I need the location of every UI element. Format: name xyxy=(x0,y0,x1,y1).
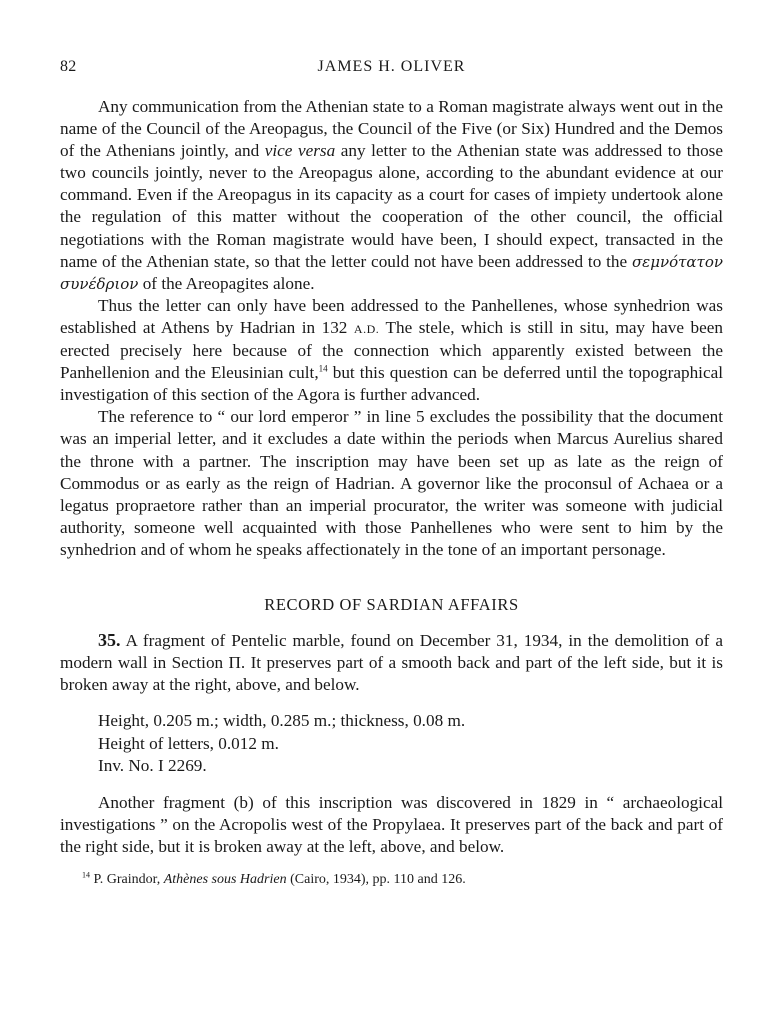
footnote-title: Athènes sous Hadrien xyxy=(163,872,287,888)
paragraph-1-italic: vice versa xyxy=(264,141,336,161)
running-head-author: JAMES H. OLIVER xyxy=(317,58,466,75)
greek-phrase: σεμνότατον συνέδριον xyxy=(60,252,723,293)
page-number: 82 xyxy=(60,58,77,75)
footnote-reference: 14 xyxy=(318,363,328,374)
measurement-dimensions: Height, 0.205 m.; width, 0.285 m.; thickness, 0.08 m. xyxy=(98,711,466,731)
measurement-inventory: Inv. No. I 2269. xyxy=(98,756,207,776)
footnote-text-b: (Cairo, 1934), pp. 110 and 126. xyxy=(286,872,466,888)
paragraph-1 xyxy=(60,96,723,295)
footnote-text-a: P. Graindor, xyxy=(90,872,164,888)
paragraph-1-text-b: any letter to the Athenian state was addressed to those two councils jointly, never to the Areopagus alone, according to the abundant evidence at our command. Even if the Areopagus in its capacity as a court for cases of impiety undertook alone the regulation of this matter without the cooperation of the other council, the official negotiations with the Roman magistrate would have been, I should expect, transacted in the name of the Athenian state, so that the letter could not have been addressed to the xyxy=(60,141,724,271)
paragraph-2-text-b: The stele, which is still in situ, may have been erected precisely here because of the connection which apparently existed between the Panhellenion and the Eleusinian cult, xyxy=(60,317,723,383)
paragraph-2-text-a: Thus the letter can only have been addressed to the Panhellenes, whose synhedrion was established at Athens by Hadrian in 132 xyxy=(60,295,723,337)
entry-text: A fragment of Pentelic marble, found on December 31, 1934, in the demolition of a modern wall in Section Π. It preserves part of a smooth back and part of the left side, but it is broken away at the right, above, and below. xyxy=(60,630,723,695)
page xyxy=(60,58,723,889)
body-text xyxy=(60,96,723,561)
paragraph-2 xyxy=(60,295,723,406)
measurements xyxy=(98,710,723,778)
running-head xyxy=(60,58,723,82)
paragraph-3: The reference to “ our lord emperor ” in line 5 excludes the possibility that the document was an imperial letter, and it excludes a date within the periods when Marcus Aurelius shared the throne with a partner. The inscription may have been set up as late as the reign of Commodus or as early as the reign of Hadrian. A governor like the proconsul of Achaea or a legatus propraetore rather than an imperial procurator, the writer was someone with judicial authority, someone well acquainted with those Panhellenes who were sent to him by the synhedrion and of whom he speaks affectionately in the tone of an important personage. xyxy=(60,407,723,559)
paragraph-1-text-a: Any communication from the Athenian state to a Roman magistrate always went out in the name of the Council of the Areopagus, the Council of the Five (or Six) Hundred and the Demos of the Athenians jointly, and xyxy=(60,97,723,161)
paragraph-4: Another fragment (b) of this inscription was discovered in 1829 in “ archaeological investigations ” on the Acropolis west of the Propylaea. It preserves part of the back and part of the right side, but it is broken away at the left, above, and below. xyxy=(60,792,723,856)
section-heading: RECORD OF SARDIAN AFFAIRS xyxy=(264,594,519,614)
entry-35 xyxy=(60,629,723,696)
entry-number: 35. xyxy=(98,629,121,650)
footnote-14 xyxy=(82,871,723,889)
paragraph-2-text-c: but this question can be deferred until the topographical investigation of this section of the Agora is further advanced. xyxy=(60,363,723,405)
paragraph-1-text-c: of the Areopagites alone. xyxy=(138,273,315,293)
footnote-number: 14 xyxy=(82,870,90,880)
measurement-letters: Height of letters, 0.012 m. xyxy=(98,733,279,753)
era-abbreviation: A.D. xyxy=(353,321,380,336)
